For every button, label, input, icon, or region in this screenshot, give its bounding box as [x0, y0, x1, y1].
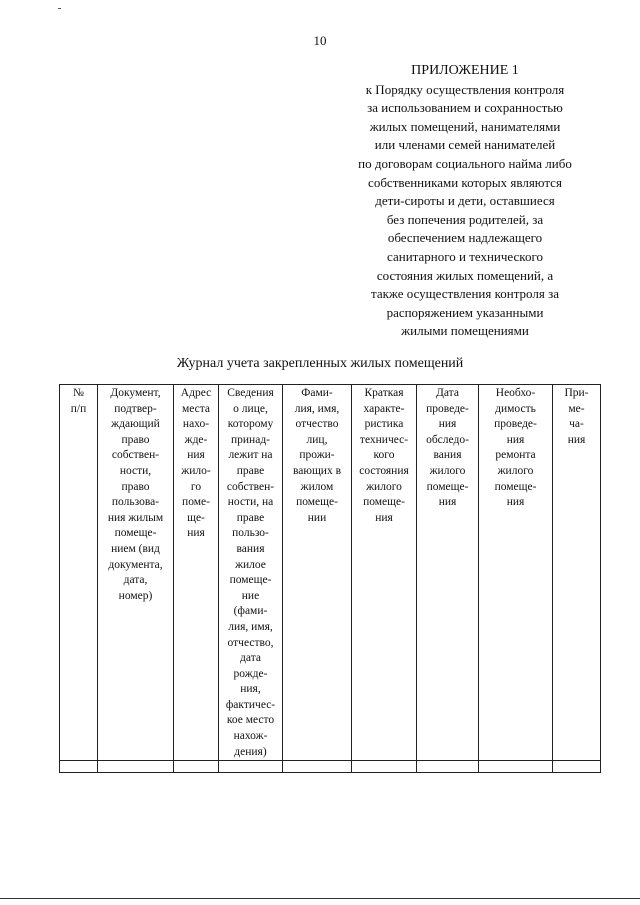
- appendix-line: за использованием и сохранностью: [367, 100, 563, 116]
- table-cell: [219, 761, 283, 773]
- appendix-block: [333, 62, 597, 341]
- table-cell: [283, 761, 352, 773]
- journal-title: Журнал учета закрепленных жилых помещений: [176, 356, 464, 371]
- appendix-line: дети-сироты и дети, оставшиеся: [375, 193, 555, 209]
- appendix-line: также осуществления контроля за: [370, 286, 559, 302]
- column-header-ownership-document: Документ, подтвер- ждающий право собствен- ности, право пользова- ния жилым помеще- нием (вид документа, дата, номер): [98, 385, 174, 761]
- table-cell: [417, 761, 479, 773]
- table-cell: [352, 761, 417, 773]
- journal-table: [59, 384, 601, 773]
- appendix-line: собственниками которых являются: [368, 174, 562, 190]
- appendix-line: без попечения родителей, за: [386, 211, 544, 227]
- column-header-owner-info: Сведения о лице, которому принад- лежит на праве собствен- ности, на праве пользо- вания жилое помеще- ние (фами- лия, имя, отчество, дата рожде- ния, фактичес- кое место нахож- дения): [219, 385, 283, 761]
- appendix-line: жилыми помещениями: [401, 323, 529, 339]
- scan-mark: [58, 8, 61, 9]
- column-header-number: № п/п: [60, 385, 98, 761]
- table-row: [60, 761, 601, 773]
- column-header-repair-need: Необхо- димость проведе- ния ремонта жилого помеще- ния: [479, 385, 553, 761]
- page-number: 10: [313, 33, 327, 48]
- table-header-row: [60, 385, 601, 761]
- table-cell: [174, 761, 219, 773]
- table-cell: [553, 761, 601, 773]
- table-cell: [479, 761, 553, 773]
- column-header-address: Адрес места нахо- жде- ния жило- го поме- ще- ния: [174, 385, 219, 761]
- appendix-line: состояния жилых помещений, а: [376, 267, 554, 283]
- table-cell: [98, 761, 174, 773]
- appendix-heading: ПРИЛОЖЕНИЕ 1: [411, 63, 519, 78]
- appendix-line: к Порядку осуществления контроля: [365, 81, 565, 97]
- appendix-line: по договорам социального найма либо: [358, 155, 572, 171]
- appendix-line: жилых помещений, нанимателями: [369, 118, 561, 134]
- appendix-line: обеспечением надлежащего: [387, 230, 543, 246]
- table-cell: [60, 761, 98, 773]
- column-header-notes: При- ме- ча- ния: [553, 385, 601, 761]
- column-header-inspection-date: Дата проведе- ния обследо- вания жилого помеще- ния: [417, 385, 479, 761]
- bottom-scan-line: [0, 898, 640, 899]
- appendix-line: распоряжением указанными: [386, 304, 544, 320]
- column-header-technical-condition: Краткая характе- ристика техничес- кого состояния жилого помеще- ния: [352, 385, 417, 761]
- appendix-line: санитарного и технического: [387, 248, 543, 264]
- appendix-line: или членами семей нанимателей: [374, 137, 556, 153]
- column-header-residents: Фами- лия, имя, отчество лиц, прожи- вающих в жилом помеще- нии: [283, 385, 352, 761]
